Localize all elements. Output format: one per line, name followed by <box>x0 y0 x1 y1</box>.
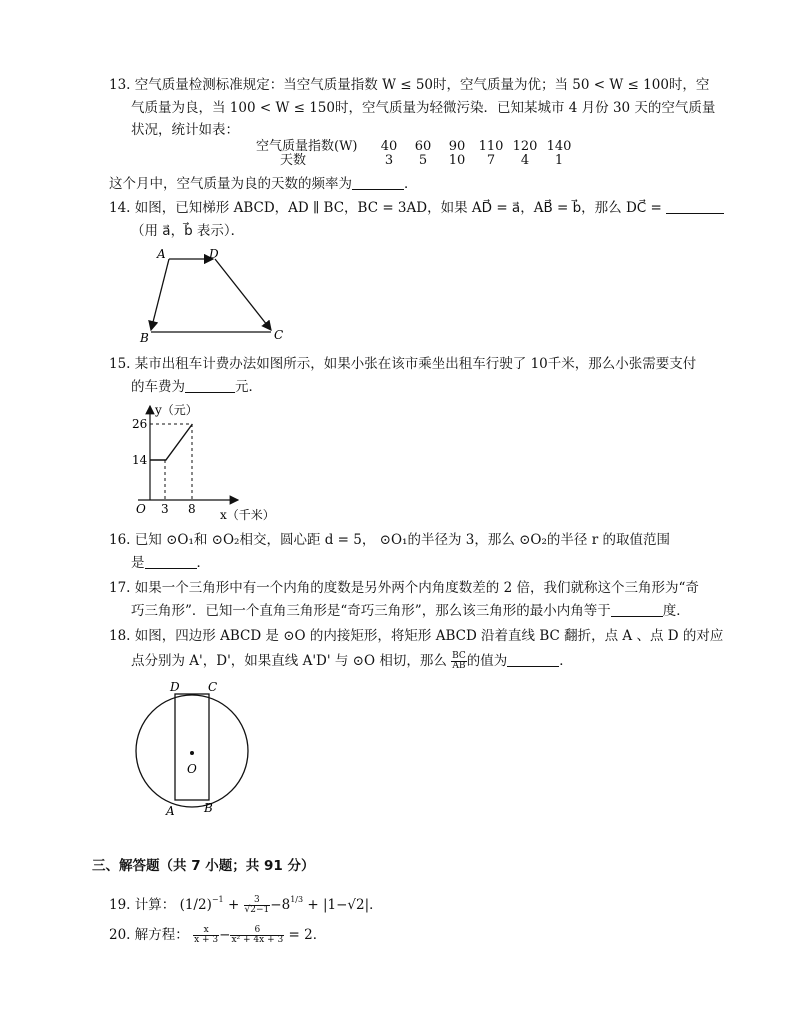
q13-line-2 <box>131 99 715 117</box>
q16-line-1 <box>109 531 670 549</box>
q14-line-2 <box>131 222 244 240</box>
q15-line-1 <box>109 355 696 373</box>
table-cell: 140 <box>546 139 572 154</box>
q17-end: 度． <box>662 603 690 619</box>
table-header-days: 天数 <box>280 153 307 168</box>
q18-text-1: 如图，四边形 ABCD 是 ⊙O 的内接矩形，将矩形 ABCD 沿着直线 BC 翻折，点 A 、点 D 的对应 <box>134 628 724 644</box>
rectangle-abcd <box>175 694 209 800</box>
table-cell: 110 <box>478 139 504 154</box>
q19-term-3: −8 <box>270 897 291 913</box>
table-cell: 7 <box>486 153 496 168</box>
vector-dc <box>215 259 271 330</box>
label-c: C <box>274 328 284 342</box>
label-b: B <box>204 801 213 815</box>
table-cell: 10 <box>448 153 466 168</box>
label-o: O <box>187 762 197 776</box>
table-cell: 90 <box>448 139 466 154</box>
q13-text-4: 这个月中，空气质量为良的天数的频率为 <box>109 176 352 192</box>
table-header-index: 空气质量指数(W) <box>256 139 358 154</box>
q15-number: 15. <box>109 356 131 372</box>
q19-label: 计算： <box>134 897 176 913</box>
fraction-numerator: 6 <box>230 926 284 936</box>
fare-line <box>150 424 192 460</box>
fraction-bc-ab <box>451 652 467 671</box>
section-title-text: 三、解答题（共 7 小题；共 91 分） <box>92 858 315 874</box>
q16-end: ． <box>196 555 210 571</box>
label-a: A <box>157 247 166 261</box>
q20-rhs: = 2． <box>288 927 327 943</box>
label-b: B <box>140 331 149 344</box>
q19-fraction <box>244 896 271 915</box>
label-d: D <box>170 680 180 694</box>
q15-end: 元． <box>235 379 262 395</box>
q15-text-2: 的车费为 <box>131 379 185 395</box>
label-a: A <box>166 804 175 818</box>
label-d: D <box>209 247 219 261</box>
table-cell: 1 <box>554 153 564 168</box>
answer-blank <box>611 603 663 617</box>
q20-label: 解方程： <box>134 927 189 943</box>
q17-text-1: 如果一个三角形中有一个内角的度数是另外两个内角度数差的 2 倍，我们就称这个三角形为“奇 <box>134 580 699 596</box>
fraction-numerator: x <box>193 926 219 936</box>
q18-text-2: 点分别为 A'，D'，如果直线 A'D' 与 ⊙O 相切，那么 <box>131 653 447 669</box>
q19-exponent-3: 1/3 <box>290 895 304 904</box>
answer-blank <box>352 176 404 190</box>
answer-blank <box>185 379 235 393</box>
q18-end: ． <box>559 653 573 669</box>
x-tick-8: 8 <box>188 502 196 516</box>
q18-number: 18. <box>109 628 131 644</box>
q14-text-1: 如图，已知梯形 ABCD，AD ∥ BC，BC = 3AD，如果 AD⃗ = a⃗，AB⃗ = b⃗，那么 DC⃗ = <box>134 200 662 216</box>
q16-text-1: 已知 ⊙O₁和 ⊙O₂相交，圆心距 d = 5， ⊙O₁的半径为 3，那么 ⊙O₂的半径 r 的取值范围 <box>134 532 670 548</box>
circle-rectangle-figure <box>126 676 266 821</box>
q17-line-2 <box>131 602 690 620</box>
q15-text-1: 某市出租车计费办法如图所示，如果小张在该市乘坐出租车行驶了 10千米，那么小张需要支付 <box>134 356 697 372</box>
q19-number: 19. <box>109 897 131 913</box>
q19-term-1: (1/2) <box>179 897 212 913</box>
q13-end: ． <box>404 176 418 192</box>
answer-blank <box>145 555 197 569</box>
air-quality-table <box>256 140 576 168</box>
answer-blank <box>507 653 559 667</box>
q20-fraction-2 <box>230 926 284 945</box>
q18-text-3: 的值为 <box>466 653 508 669</box>
table-cell: 60 <box>414 139 432 154</box>
q19-plus: + <box>227 897 240 913</box>
q19-term-4: + |1−√2|． <box>307 897 383 913</box>
q15-line-2 <box>131 378 262 396</box>
q16-number: 16. <box>109 532 131 548</box>
origin-label: O <box>136 502 146 516</box>
fraction-numerator: 3 <box>244 896 271 906</box>
trapezoid-figure <box>135 244 295 344</box>
fraction-denominator: x + 3 <box>194 935 219 945</box>
q20-fraction-1 <box>193 926 219 945</box>
q14-line-1 <box>109 199 724 217</box>
q17-text-2: 巧三角形”．已知一个直角三角形是“奇巧三角形”，那么该三角形的最小内角等于 <box>131 603 611 619</box>
q16-line-2 <box>131 554 210 572</box>
x-tick-3: 3 <box>161 502 169 516</box>
q20-minus: − <box>219 927 231 943</box>
q19-exponent-1: −1 <box>211 895 224 904</box>
q19-line <box>109 888 383 917</box>
table-cell: 5 <box>418 153 428 168</box>
y-tick-26: 26 <box>132 417 148 431</box>
q13-number: 13. <box>109 77 131 93</box>
table-cell: 120 <box>512 139 538 154</box>
q20-number: 20. <box>109 927 131 943</box>
q13-line-1 <box>109 76 709 94</box>
vector-ab <box>151 259 169 330</box>
table-cell: 40 <box>380 139 398 154</box>
y-axis-label: y（元） <box>155 403 198 417</box>
fraction-numerator: BC <box>452 651 466 661</box>
fraction-denominator: √2−1 <box>244 905 270 915</box>
fraction-denominator: x² + 4x + 3 <box>231 935 284 945</box>
q13-text-3: 状况，统计如表： <box>131 122 239 138</box>
section-title <box>92 857 314 875</box>
y-tick-14: 14 <box>132 453 148 467</box>
table-row <box>256 140 576 154</box>
answer-blank <box>666 200 724 214</box>
q16-text-2: 是 <box>131 555 145 571</box>
label-c: C <box>208 680 218 694</box>
q13-text-2: 气质量为良，当 100 < W ≤ 150时，空气质量为轻微污染．已知某城市 4 月份 30 天的空气质量 <box>131 100 716 116</box>
taxi-fare-graph <box>128 400 288 525</box>
q20-line <box>109 923 326 947</box>
table-cell: 4 <box>520 153 530 168</box>
q13-text-1: 空气质量检测标准规定：当空气质量指数 W ≤ 50时，空气质量为优；当 50 < W ≤ 100时，空 <box>134 77 710 93</box>
center-point <box>190 751 194 755</box>
q18-line-2 <box>131 652 573 671</box>
q14-number: 14. <box>109 200 131 216</box>
table-row <box>256 154 576 168</box>
q14-text-2: （用 a⃗，b⃗ 表示）． <box>131 223 245 239</box>
x-axis-label: x（千米） <box>220 508 275 522</box>
q17-number: 17. <box>109 580 131 596</box>
table-cell: 3 <box>384 153 394 168</box>
q17-line-1 <box>109 579 699 597</box>
q18-line-1 <box>109 627 723 645</box>
fraction-denominator: AB <box>452 661 466 671</box>
q13-line-4 <box>109 175 418 193</box>
q13-line-3 <box>131 121 239 139</box>
